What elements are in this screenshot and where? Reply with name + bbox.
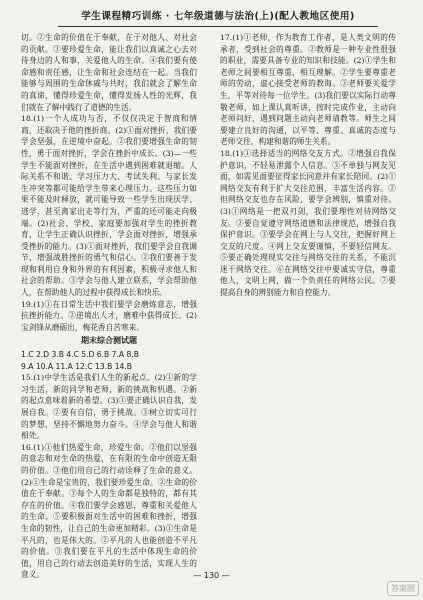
page-header: 学生课程精巧训练 · 七年级道德与法治(上)(配人教地区使用) xyxy=(58,8,378,27)
paragraph: 17.(1)①老师，作为教育工作者，是人类文明的传承者，受到社会的尊重。②教师是一种专业性很强的职业，需要具备专业的知识和技能。(2)①学生和老师之间要相互尊重，相互理解。②学生要尊重老师的劳动，虚心接受老师的教诲。③老师要关爱学生，平等对待每一位学生。(3)我们要以实际行动尊敬老师，如上课认真听讲，按时完成作业，主动向老师问好，遇到问题主动向老师请教等。师生之间要建立良好的沟通，以平等、尊重、真诚的态度与老师交往，构建和谐的师生关系。 xyxy=(220,33,396,147)
paragraph: 18.(1)①选择适当的网络交友方式。②增强自我保护意识，不轻易泄露个人信息。③不单独与网友见面，如需见面要征得家长同意并有家长陪同。(2)①网络交友有利于扩大交往范围，丰富生活内容。②但网络交友也存在风险，要学会辨别，慎重对待。(3)①网络是一把双刃剑，我们要理性对待网络交友。②要自觉遵守网络道德和法律规范，增强自我保护意识。③要学会在网上与人交往，把握好网上交友的尺度。④网上交友要谨慎，不要轻信网友。⑤要正确处理现实交往与网络交往的关系，不能沉迷于网络交往。⑥在网络交往中要诚实守信，尊重他人，文明上网，做一个负责任的网络公民。⑦要提高自身的辨别能力和自控能力。 xyxy=(220,148,396,298)
watermark-logo: 答案圈 xyxy=(387,581,419,596)
paragraph: 切。②生命的价值在于奉献，在于对他人、对社会的贡献。③要珍爱生命，能让我们以真诚之心去对待身边的人和事，关爱他人的生命。④我们要有使命感和责任感，让生命和社会连结在一起。当我们能够与周围的生命休戚与共时，我们就会了解生命的真谛，懂得珍爱生命，懂得发扬人性的光辉，我们就在了解中践行了道德的生活。 xyxy=(21,33,197,112)
paragraph: 16.(1)①他们热爱生命，珍爱生命。②他们以坚强的意志和对生命的热爱，在有限的生命中创造无限的价值。③他们用自己的行动诠释了生命的意义。(2)①生命是宝贵的，我们要珍爱生命。②生命的价值在于奉献。③每个人的生命都是独特的，都有其存在的价值。④我们要学会感恩，尊重和关爱他人的生命。⑤要积极面对生活中的困难和挫折，增强生命的韧性，让自己的生命更加精彩。(3)①生命是平凡的，也是伟大的。②平凡的人也能创造不平凡的价值。③我们要在平凡的生活中体现生命的价值，用自己的行动去创造美好的生活，实现人生的意义。 xyxy=(21,442,197,580)
paragraph: 15.(1)中学生活是我们人生的新起点。(2)①新的学习生活，新的同学和老师，新的挑战和机遇。②新的起点意味着新的希望。(3)①要正确认识自我，发展自我。②要有自信，勇于挑战。③树立切实可行的梦想，坚持不懈地努力奋斗。④学会与他人和谐相处。 xyxy=(21,373,197,441)
left-column xyxy=(21,32,197,581)
paragraph: 19.(1)①在日常生活中我们要学会磨炼意志，增强抗挫折能力。②逆境出人才，磨难中获得成长。(2)宝剑锋从磨砺出，梅花香自苦寒来。 xyxy=(21,299,197,332)
section-title: 期末综合测试题 xyxy=(81,336,137,346)
page-number: — 130 — xyxy=(193,571,230,580)
paragraph: 18.(1)一个人成功与否，不仅仅决定于智商和情商，还取决于他的挫折商。(2)①面对挫折，我们要学会坚强，在逆境中奋起。②我们要增强生命的韧性，勇于面对挫折，学会在挫折中成长。(3)—一些学生不能面对挫折，在生活中遇到困难就退缩。人际关系不和谐、学习压力大、考试失利、与家长发生冲突等都可能给学生带来心理压力。这些压力如果不能及时释放，就可能导致一些学生出现厌学、逃学，甚至离家出走等行为，严重的还可能走向极端。(2)社会、学校、家庭要加强对学生的挫折教育，让学生正确认识挫折，学会面对挫折，增强承受挫折的能力。(3)①面对挫折，我们要学会自我调节，增强战胜挫折的勇气和信心。②我们要善于发现和利用自身和外界的有利因素，积极寻求他人和社会的帮助。③学会与他人建立联系，学会帮助他人，在帮助他人的过程中获得成长和快乐。 xyxy=(21,114,197,298)
answer-row: 1.C 2.D 3.B 4.C 5.D 6.B 7.A 8.B xyxy=(21,350,139,360)
answer-row: 9.A 10.A 11.A 12.C 13.B 14.B xyxy=(21,361,133,371)
right-column xyxy=(220,32,396,299)
